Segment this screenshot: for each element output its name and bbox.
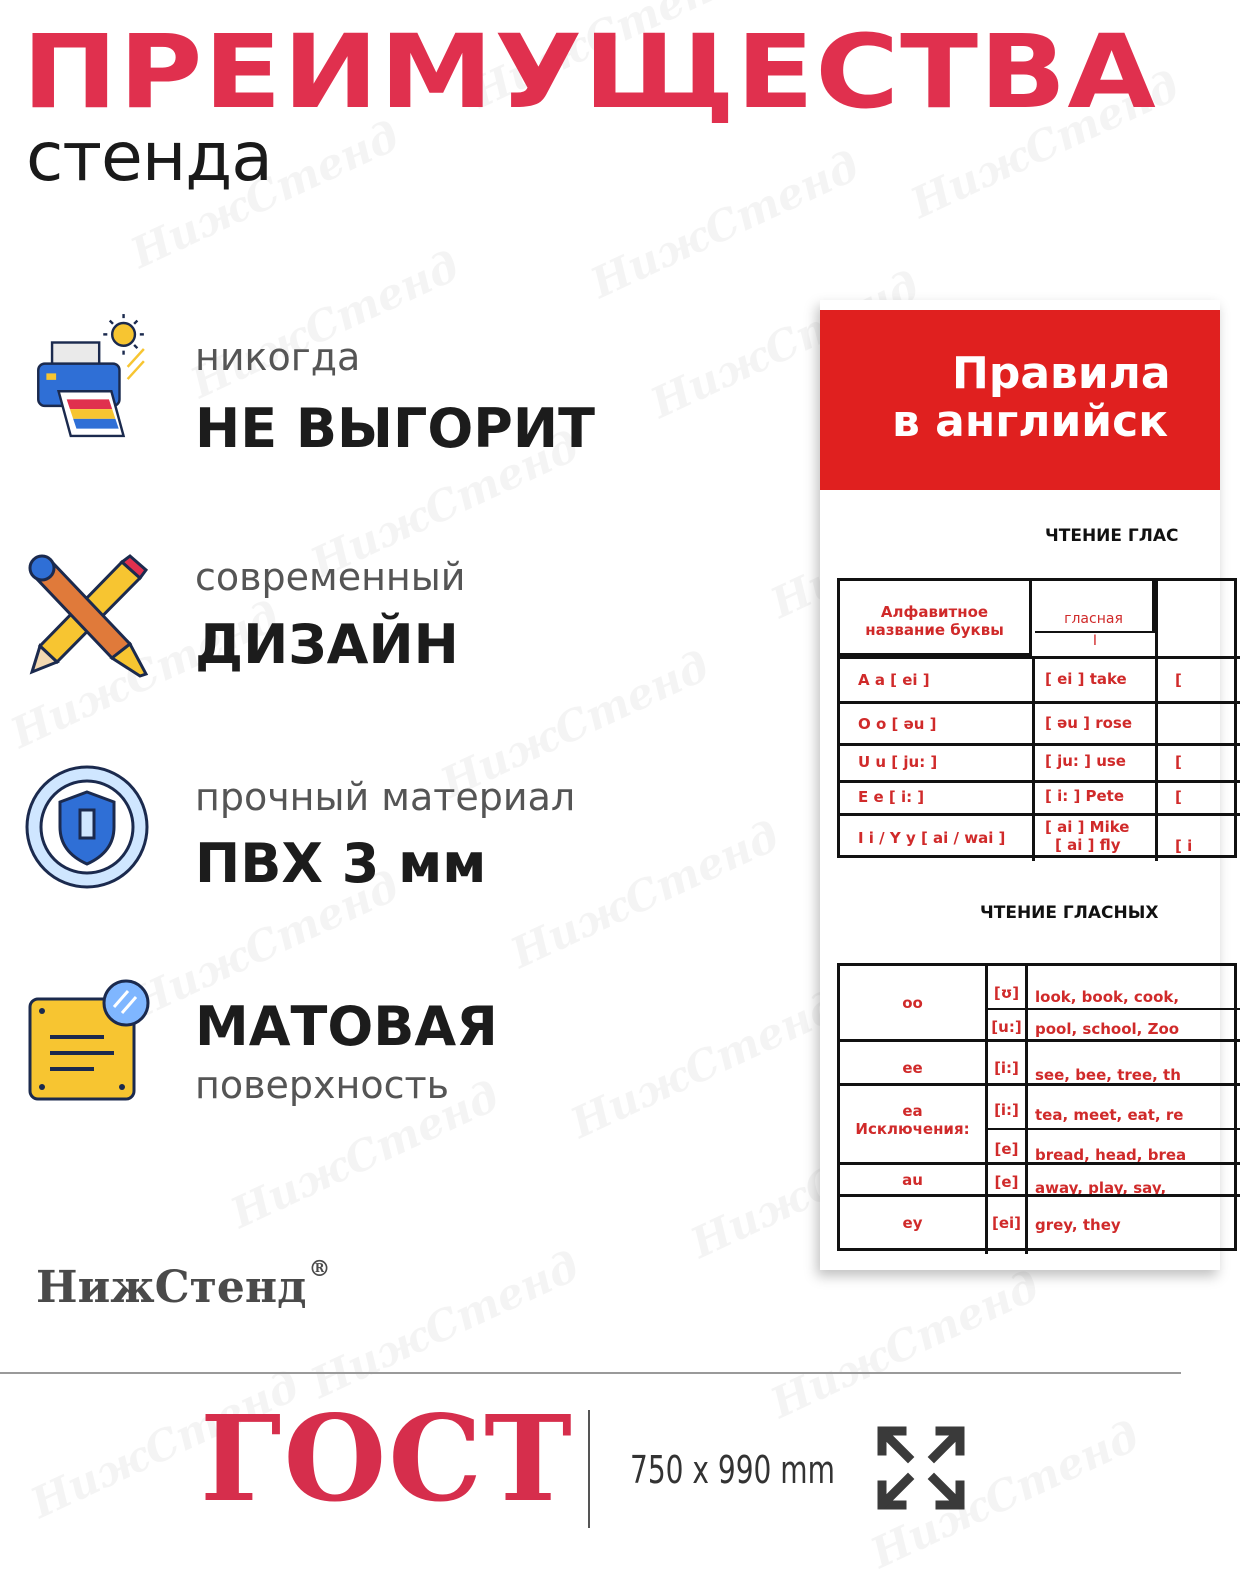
letter-cell: A a [ ei ] — [858, 671, 930, 689]
words-cell: away, play, say, — [1035, 1179, 1167, 1197]
feature-heading: НЕ ВЫГОРИТ — [195, 397, 595, 460]
table-row — [985, 1008, 1240, 1010]
feature-heading: ПВХ 3 мм — [195, 832, 487, 895]
words-cell: bread, head, brea — [1035, 1146, 1187, 1164]
phonetic-cell: [i:] — [994, 1101, 1019, 1119]
feature-surface — [0, 975, 800, 1115]
extra-cell: [ — [1175, 753, 1182, 771]
example-cell: [ i: ] Pete — [1045, 787, 1125, 805]
example-cell: [ ai ] Mike — [1045, 818, 1130, 836]
phonetic-cell: [u:] — [991, 1018, 1022, 1036]
brand-logo — [36, 1256, 331, 1313]
registered-mark: ® — [308, 1256, 331, 1283]
watermark-text — [583, 141, 866, 308]
example-cell: [ ei ] take — [1045, 670, 1127, 688]
feature-heading: МАТОВАЯ — [195, 995, 498, 1058]
feature-heading: ДИЗАЙН — [195, 613, 459, 676]
table-row — [840, 780, 1240, 813]
feature-caption: прочный материал — [195, 775, 576, 819]
footer-separator — [588, 1410, 590, 1528]
words-cell: look, book, cook, — [1035, 988, 1180, 1006]
poster-section-title: ЧТЕНИЕ ГЛАСНЫХ — [980, 903, 1159, 923]
words-cell: see, bee, tree, th — [1035, 1066, 1181, 1084]
poster-title — [892, 348, 1171, 447]
poster-header — [820, 310, 1220, 490]
words-cell: grey, they — [1035, 1216, 1121, 1234]
watermark-text — [303, 1241, 586, 1408]
table-row — [840, 1083, 1240, 1086]
table-row — [840, 1039, 1240, 1042]
digraph-cell: ea — [902, 1102, 923, 1120]
letter-cell: U u [ ju: ] — [858, 753, 938, 771]
letter-cell: E e [ i: ] — [858, 788, 925, 806]
digraph-cell: oo — [902, 994, 923, 1012]
example-cell: [ ju: ] use — [1045, 752, 1126, 770]
feature-caption: никогда — [195, 335, 361, 379]
vowel-table — [837, 578, 1237, 858]
page-title: ПРЕИМУЩЕСТВА — [22, 13, 1157, 132]
page-subtitle: стенда — [26, 118, 272, 197]
words-cell: tea, meet, eat, re — [1035, 1106, 1184, 1124]
feature-caption: современный — [195, 555, 466, 599]
table-row — [840, 656, 1240, 701]
table-row — [985, 1128, 1240, 1130]
poster-preview — [820, 300, 1220, 1270]
phonetic-cell: [i:] — [994, 1059, 1019, 1077]
poster-title-line2: в английск — [892, 395, 1169, 447]
matte-board-icon — [22, 977, 152, 1107]
phonetic-cell: [e] — [994, 1140, 1019, 1158]
digraph-table — [837, 963, 1237, 1251]
shield-badge-icon — [22, 762, 152, 892]
digraph-cell: Исключения: — [855, 1120, 970, 1138]
gost-label: ГОСТ — [200, 1389, 574, 1528]
feature-fade-resistant — [0, 305, 800, 475]
phonetic-cell: [ei] — [991, 1214, 1022, 1232]
expand-arrows-icon — [876, 1425, 966, 1511]
footer-divider — [0, 1372, 1181, 1374]
words-cell: pool, school, Zoo — [1035, 1020, 1180, 1038]
example-cell: [ əu ] rose — [1045, 714, 1133, 732]
table-header: I — [1092, 633, 1098, 649]
letter-cell: O o [ əu ] — [858, 715, 937, 733]
table-header: Алфавитное название буквы — [840, 581, 1032, 656]
brush-pencil-icon — [22, 550, 152, 680]
table-row — [840, 813, 1240, 858]
logo-text: НижСтенд — [36, 1262, 307, 1313]
digraph-cell: ee — [902, 1059, 923, 1077]
table-row — [840, 743, 1240, 780]
phonetic-cell: [e] — [994, 1173, 1019, 1191]
size-label: 750 x 990 mm — [630, 1448, 835, 1492]
letter-cell: I i / Y y [ ai / wai ] — [858, 829, 1006, 847]
table-row — [840, 1194, 1240, 1197]
table-header: гласная — [1035, 581, 1155, 633]
poster-title-line1: Правила — [952, 348, 1171, 399]
extra-cell: [ — [1175, 788, 1182, 806]
example-cell: [ ai ] fly — [1055, 836, 1121, 854]
digraph-cell: au — [902, 1171, 923, 1189]
watermark-text — [763, 1261, 1046, 1428]
extra-cell: [ — [1175, 671, 1182, 689]
table-row — [840, 1162, 1240, 1165]
printer-sun-icon — [22, 310, 152, 440]
feature-caption: поверхность — [195, 1063, 449, 1107]
table-row — [840, 701, 1240, 743]
feature-design — [0, 545, 800, 685]
phonetic-cell: [ʊ] — [993, 984, 1020, 1002]
digraph-cell: ey — [902, 1214, 923, 1232]
feature-material — [0, 760, 800, 900]
poster-section-title: ЧТЕНИЕ ГЛАС — [1045, 526, 1179, 546]
extra-cell: [ i — [1175, 837, 1193, 855]
